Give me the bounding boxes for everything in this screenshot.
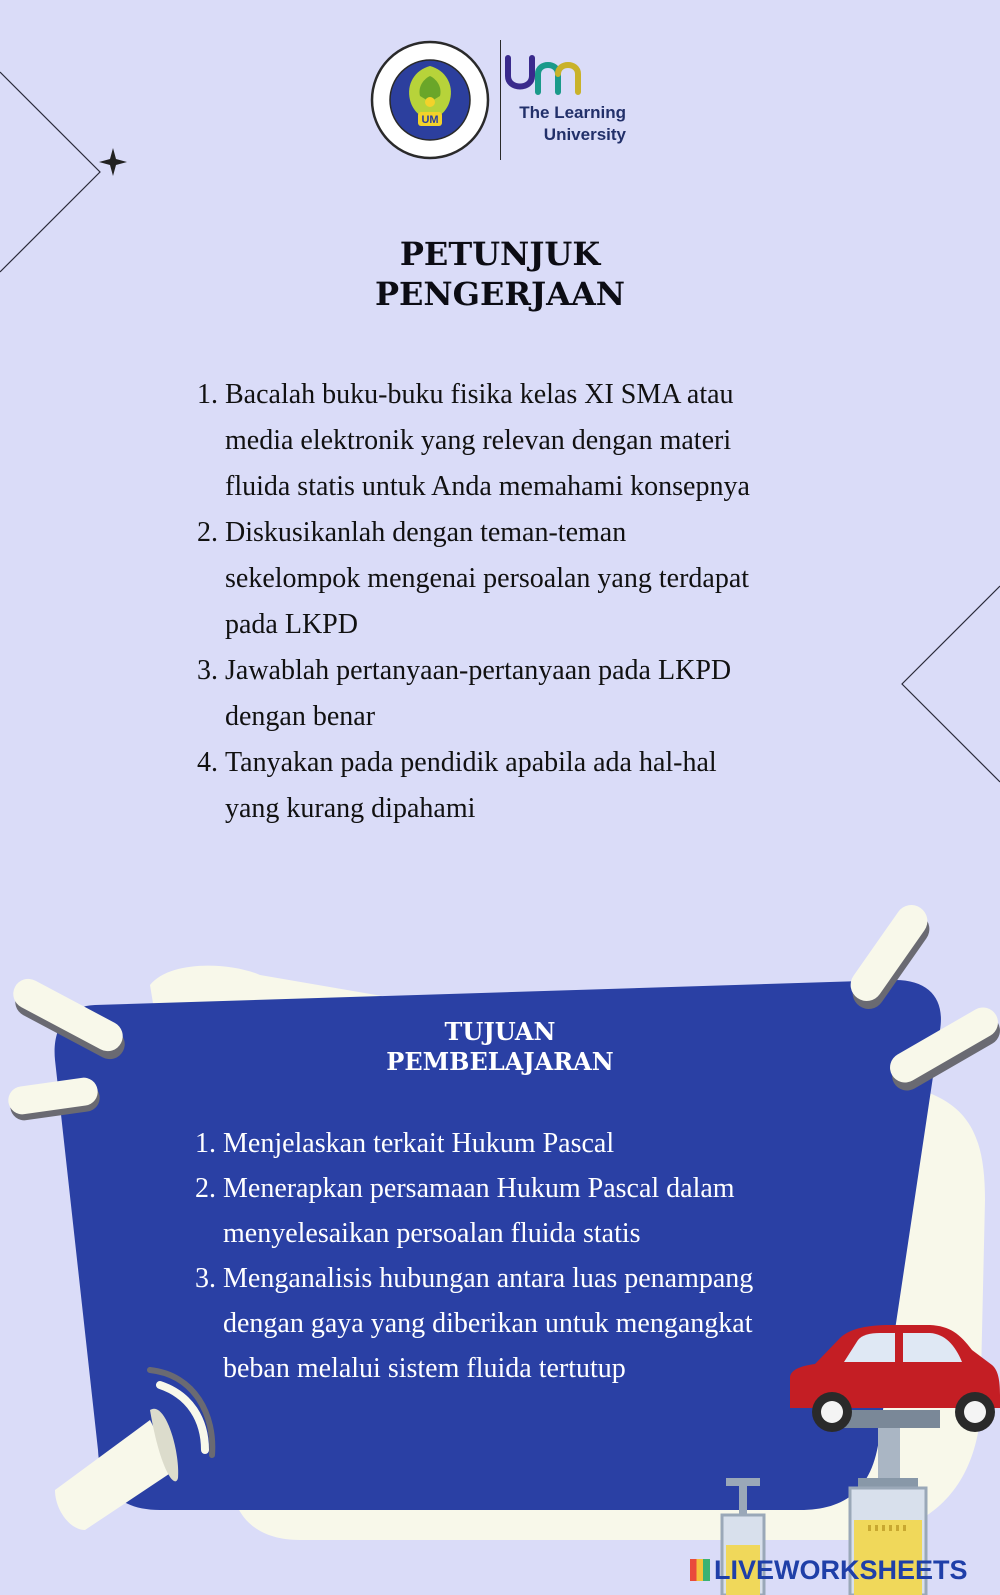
tagline-line1: The Learning — [519, 103, 626, 122]
objectives-list — [195, 1121, 855, 1391]
instruction-number: 4. — [197, 747, 218, 778]
objective-item — [195, 1121, 855, 1166]
instructions-title — [0, 234, 1000, 314]
instruction-line: dengan benar — [225, 701, 376, 732]
objective-line: beban melalui sistem fluida tertutup — [223, 1353, 626, 1384]
instruction-item — [197, 740, 857, 832]
tagline — [508, 102, 626, 146]
instruction-line: Tanyakan pada pendidik apabila ada hal-hal — [225, 747, 717, 778]
logo-divider — [500, 40, 501, 160]
instruction-line: media elektronik yang relevan dengan materi — [225, 425, 732, 456]
objective-line: Menerapkan persamaan Hukum Pascal dalam — [223, 1173, 735, 1204]
instruction-number: 3. — [197, 655, 218, 686]
instruction-line: Jawablah pertanyaan-pertanyaan pada LKPD — [225, 655, 732, 686]
university-seal-icon — [370, 40, 490, 160]
objective-number: 1. — [195, 1128, 216, 1159]
tagline-line2: University — [543, 125, 626, 144]
instruction-item — [197, 372, 857, 510]
seal-initials: UM — [421, 114, 439, 126]
watermark-text: LIVEWORKSHEETS — [714, 1555, 968, 1585]
objective-line: Menganalisis hubungan antara luas penampang — [223, 1263, 754, 1294]
liveworksheets-logo-icon — [690, 1559, 710, 1581]
sparkle-icon — [99, 148, 127, 176]
instruction-line: sekelompok mengenai persoalan yang terdapat — [225, 563, 750, 594]
objective-item — [195, 1256, 855, 1391]
instruction-item — [197, 510, 857, 648]
objectives-title — [0, 1017, 1000, 1077]
instruction-item — [197, 648, 857, 740]
instructions-title-line1: PETUNJUK — [399, 235, 601, 273]
instruction-line: yang kurang dipahami — [225, 793, 476, 824]
objective-item — [195, 1166, 855, 1256]
instructions-list — [197, 372, 857, 832]
instruction-line: Diskusikanlah dengan teman-teman — [225, 517, 627, 548]
instruction-number: 2. — [197, 517, 218, 548]
objective-line: menyelesaikan persoalan fluida statis — [223, 1218, 641, 1249]
instruction-line: fluida statis untuk Anda memahami konsepnya — [225, 471, 750, 502]
instruction-number: 1. — [197, 379, 218, 410]
um-brand-mark — [502, 50, 622, 100]
objective-number: 2. — [195, 1173, 216, 1204]
liveworksheets-watermark — [690, 1555, 968, 1586]
instruction-line: Bacalah buku-buku fisika kelas XI SMA atau — [225, 379, 734, 410]
instructions-title-line2: PENGERJAAN — [374, 275, 626, 313]
objective-line: Menjelaskan terkait Hukum Pascal — [223, 1128, 615, 1159]
objectives-title-line2: PEMBELAJARAN — [386, 1047, 614, 1076]
objective-number: 3. — [195, 1263, 216, 1294]
objectives-title-line1: TUJUAN — [444, 1017, 556, 1046]
objective-line: dengan gaya yang diberikan untuk mengangkat — [223, 1308, 753, 1339]
instruction-line: pada LKPD — [225, 609, 358, 640]
right-chevron-line — [902, 586, 1000, 782]
